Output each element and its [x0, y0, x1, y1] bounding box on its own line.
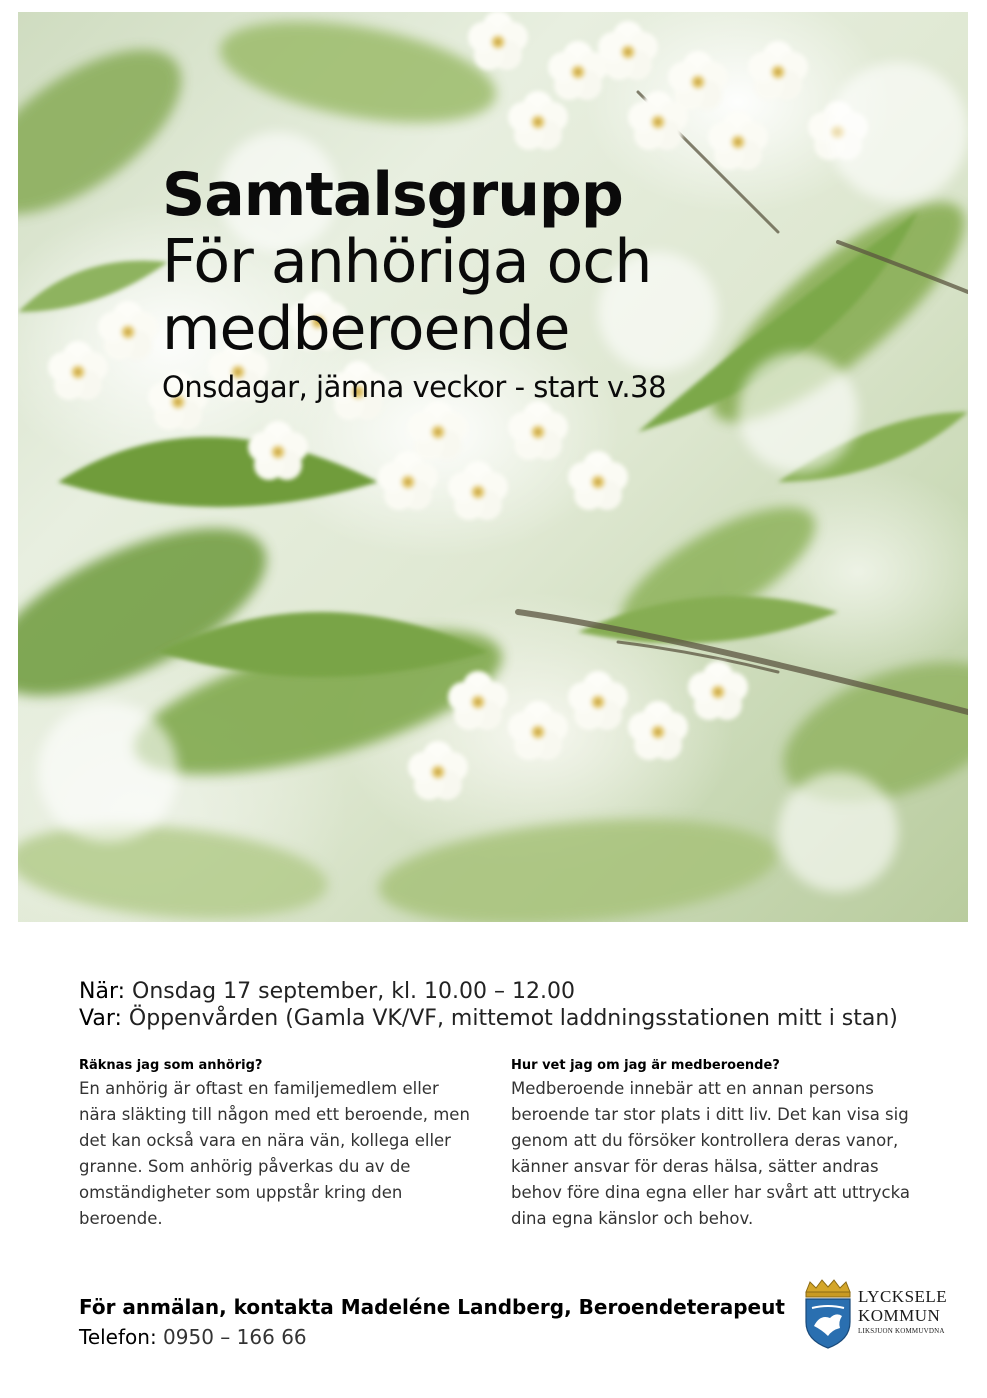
signup-contact: För anmälan, kontakta Madeléne Landberg, Beroendeterapeut	[79, 1295, 785, 1319]
hero-heading-block	[162, 162, 666, 404]
phone-number: 0950 – 166 66	[156, 1325, 307, 1349]
logo-name-line-2: KOMMUN	[858, 1306, 941, 1325]
logo-wordmark	[858, 1287, 947, 1336]
poster-title: Samtalsgrupp	[162, 160, 623, 230]
when-line	[79, 978, 898, 1005]
poster-subtitle-line-1: För anhöriga och	[162, 227, 652, 298]
where-value: Öppenvården (Gamla VK/VF, mittemot laddningsstationen mitt i stan)	[121, 1006, 898, 1031]
section-medberoende	[511, 1058, 911, 1232]
phone-line	[79, 1322, 785, 1352]
logo-name-line-1: LYCKSELE	[858, 1287, 948, 1306]
section-medberoende-heading: Hur vet jag om jag är medberoende?	[511, 1058, 780, 1073]
section-anhorig-body: En anhörig är oftast en familjemedlem eller nära släkting till någon med ett beroende, men det kan också vara en nära vän, kollega eller granne. Som anhörig påverkas du av de omständigheter som uppstår kring den beroende.	[79, 1079, 470, 1228]
hero-image	[18, 12, 968, 922]
section-anhorig	[79, 1058, 479, 1232]
section-anhorig-heading: Räknas jag som anhörig?	[79, 1058, 263, 1073]
where-line	[79, 1005, 898, 1032]
poster-tagline: Onsdagar, jämna veckor - start v.38	[162, 369, 667, 404]
event-details	[79, 978, 898, 1032]
contact-info	[79, 1292, 785, 1352]
phone-label: Telefon:	[79, 1325, 157, 1349]
section-medberoende-body: Medberoende innebär att en annan persons beroende tar stor plats i ditt liv. Det kan visa sig genom att du försöker kontrollera deras vanor, känner ansvar för deras hälsa, sätter andras behov före dina egna eller har svårt att uttrycka dina egna känslor och behov.	[511, 1079, 910, 1228]
coat-of-arms-icon	[802, 1278, 854, 1350]
poster-subtitle-line-2: medberoende	[162, 294, 570, 365]
where-label: Var:	[79, 1006, 122, 1031]
when-label: När:	[79, 979, 126, 1004]
logo-tagline: LIKSJUON KOMMUVDNA	[858, 1327, 945, 1335]
when-value: Onsdag 17 september, kl. 10.00 – 12.00	[125, 979, 575, 1004]
blossom-background	[18, 12, 968, 922]
lycksele-kommun-logo	[802, 1278, 952, 1353]
